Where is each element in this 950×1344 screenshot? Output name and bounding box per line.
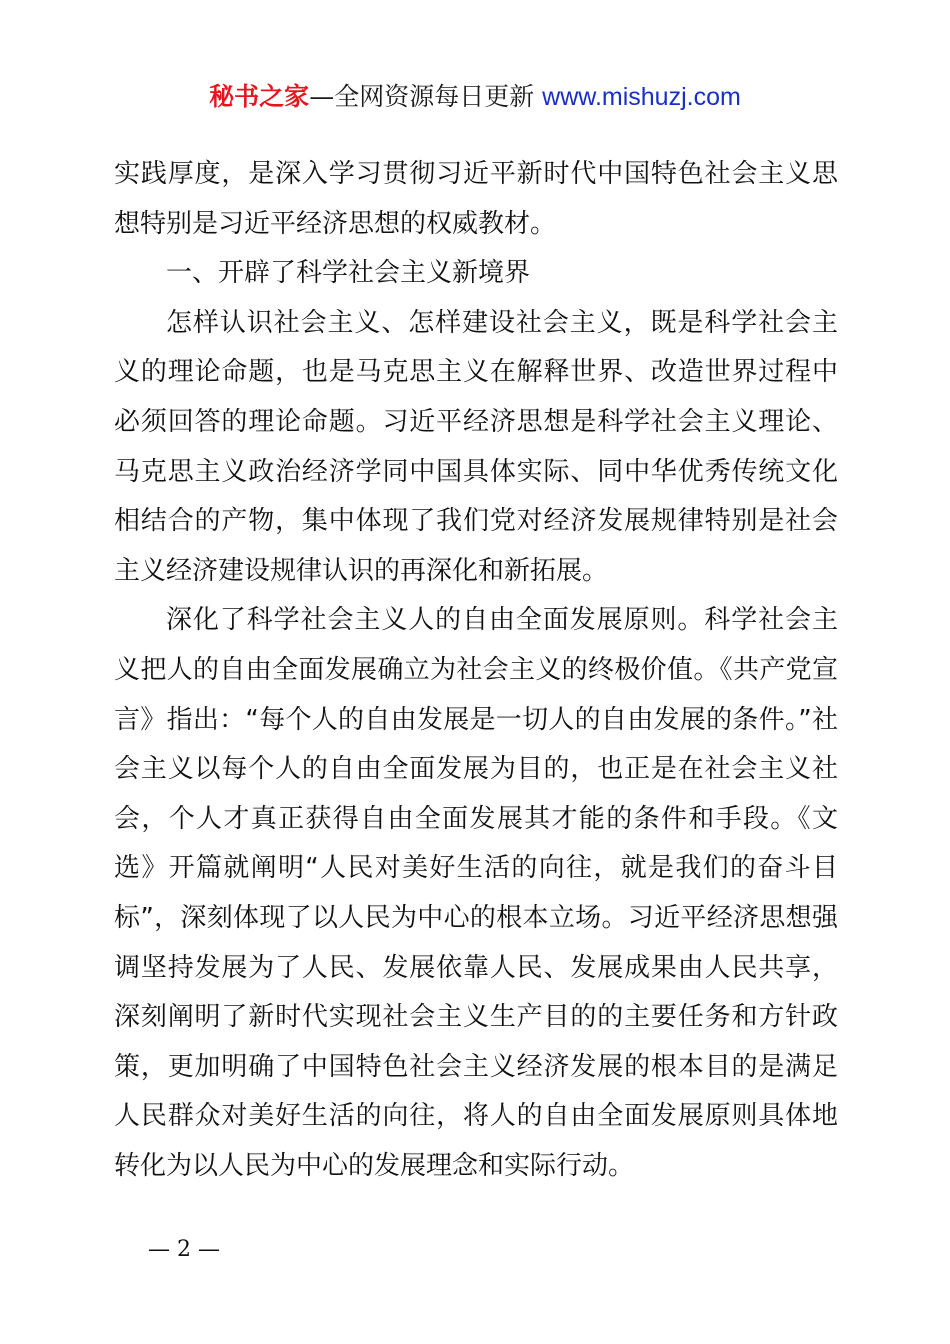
paragraph-continuation: 实践厚度，是深入学习贯彻习近平新时代中国特色社会主义思想特别是习近平经济思想的权威教材。 [114,159,838,239]
site-header [0,80,950,114]
page-number: — 2 — [148,1237,220,1262]
brand-name: 秘书之家 [209,82,310,111]
paragraph: 怎样认识社会主义、怎样建设社会主义，既是科学社会主义的理论命题，也是马克思主义在解释世界、改造世界过程中必须回答的理论命题。习近平经济思想是科学社会主义理论、马克思主义政治经济学同中国具体实际、同中华优秀传统文化相结合的产物，集中体现了我们党对经济发展规律特别是社会主义经济建设规律认识的再深化和新拓展。 [114,307,838,586]
header-slogan: —全网资源每日更新 [309,82,535,111]
site-url-link[interactable]: www.mishuzj.com [542,83,741,111]
section-heading: 一、开辟了科学社会主义新境界 [166,258,531,289]
document-body [114,150,838,1191]
paragraph: 深化了科学社会主义人的自由全面发展原则。科学社会主义把人的自由全面发展确立为社会主义的终极价值。《共产党宣言》指出：“每个人的自由发展是一切人的自由发展的条件。”社会主义以每个人的自由全面发展为目的，也正是在社会主义社会，个人才真正获得自由全面发展其才能的条件和手段。《文选》开篇就阐明“人民对美好生活的向往，就是我们的奋斗目标”，深刻体现了以人民为中心的根本立场。习近平经济思想强调坚持发展为了人民、发展依靠人民、发展成果由人民共享，深刻阐明了新时代实现社会主义生产目的的主要任务和方针政策，更加明确了中国特色社会主义经济发展的根本目的是满足人民群众对美好生活的向往，将人的自由全面发展原则具体地转化为以人民为中心的发展理念和实际行动。 [114,605,838,1181]
